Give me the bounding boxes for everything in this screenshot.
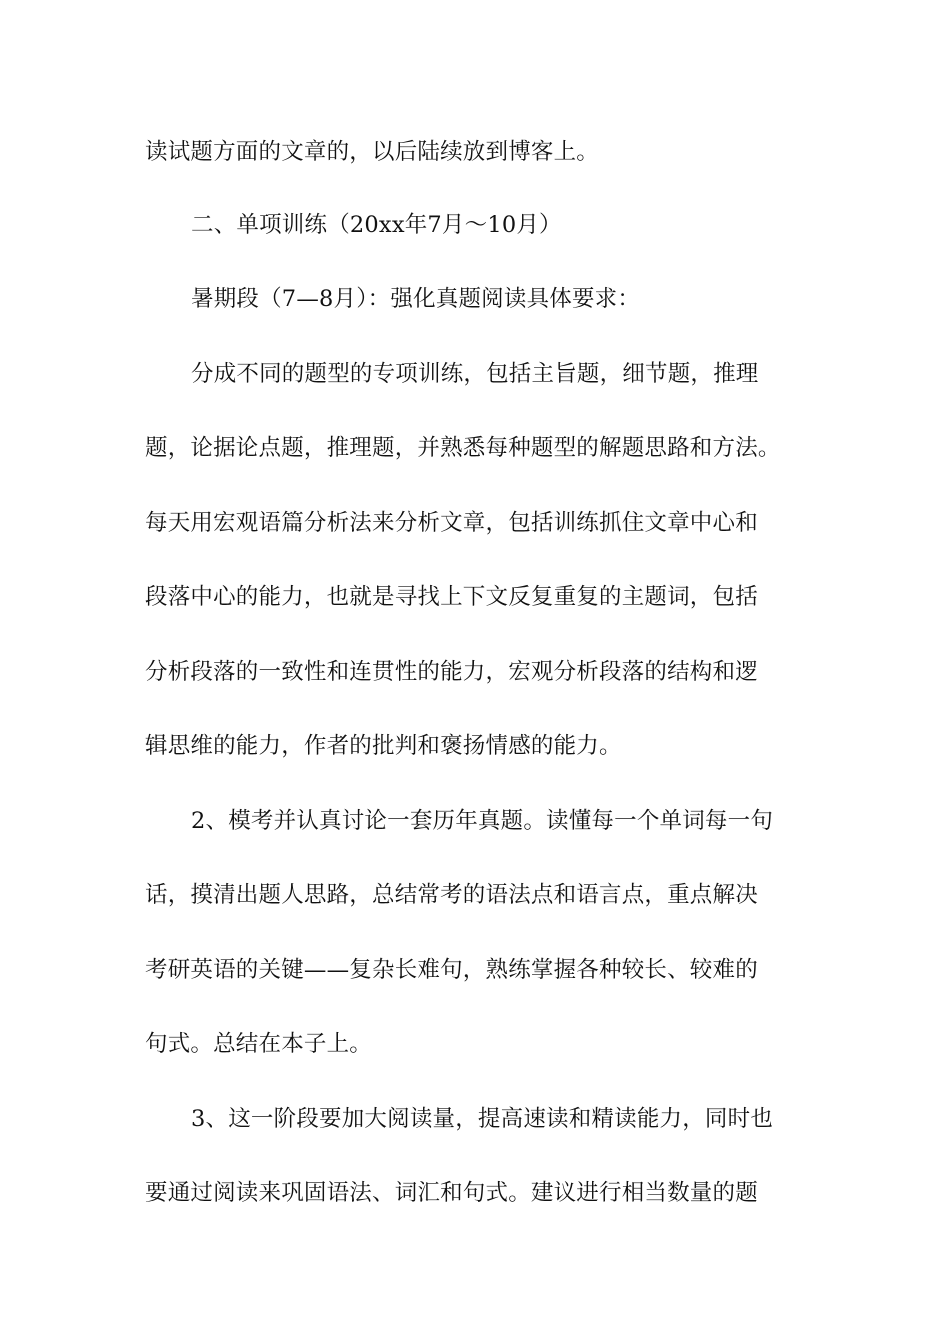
text-line: 读试题方面的文章的，以后陆续放到博客上。 (145, 139, 600, 165)
text-line: 每天用宏观语篇分析法来分析文章，包括训练抓住文章中心和 (145, 510, 758, 536)
text-line: 要通过阅读来巩固语法、词汇和句式。建议进行相当数量的题 (145, 1180, 758, 1206)
text-line: 题，论据论点题，推理题，并熟悉每种题型的解题思路和方法。 (145, 435, 781, 461)
subheading: 暑期段（7—8月）：强化真题阅读具体要求： (191, 286, 641, 312)
section-heading: 二、单项训练（20xx年7月～10月） (191, 212, 562, 238)
text-line: 话，摸清出题人思路，总结常考的语法点和语言点，重点解决 (145, 882, 758, 908)
text-line: 段落中心的能力，也就是寻找上下文反复重复的主题词，包括 (145, 584, 758, 610)
text-line: 分成不同的题型的专项训练，包括主旨题，细节题，推理 (191, 361, 759, 387)
text-line: 分析段落的一致性和连贯性的能力，宏观分析段落的结构和逻 (145, 659, 758, 685)
text-line: 考研英语的关键——复杂长难句，熟练掌握各种较长、较难的 (145, 957, 758, 983)
text-line: 2、模考并认真讨论一套历年真题。读懂每一个单词每一句 (191, 808, 774, 834)
text-line: 句式。总结在本子上。 (145, 1031, 373, 1057)
text-line: 3、这一阶段要加大阅读量，提高速读和精读能力，同时也 (191, 1106, 774, 1132)
text-line: 辑思维的能力，作者的批判和褒扬情感的能力。 (145, 733, 622, 759)
